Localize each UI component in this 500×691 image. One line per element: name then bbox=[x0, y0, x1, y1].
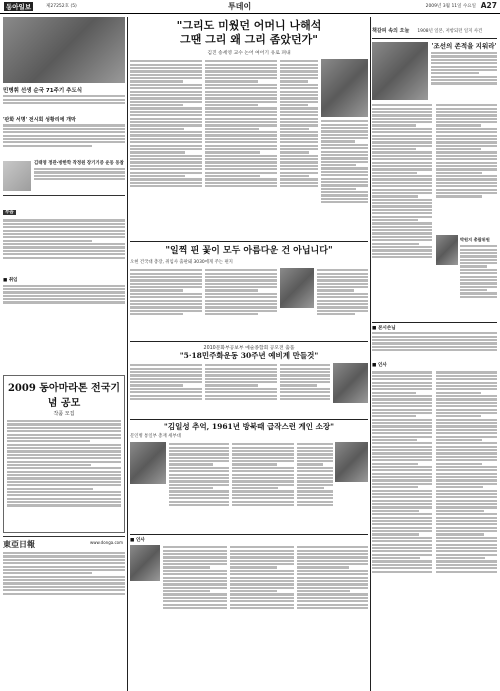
exhibition-headline: '판화 서명' 전시회 성황리에 개막 bbox=[3, 117, 76, 124]
issue-date: 2009년 3월 11일 수요일 bbox=[425, 4, 476, 9]
third-story-col2 bbox=[205, 363, 277, 415]
obituary-text-2 bbox=[3, 285, 125, 317]
second-story-col2 bbox=[205, 268, 277, 336]
divider-right bbox=[370, 17, 371, 691]
right-bottom-col2 bbox=[436, 370, 497, 650]
donation-article-text bbox=[34, 168, 125, 190]
ad-subtitle: 작품 모집 bbox=[53, 411, 75, 417]
fourth-story-col1 bbox=[169, 442, 229, 530]
unification-photo bbox=[130, 442, 166, 484]
obituary-section bbox=[3, 195, 125, 316]
president-photo bbox=[280, 268, 314, 308]
issue-number: 제27252호 (5) bbox=[46, 4, 77, 9]
section-title: 투데이 bbox=[228, 2, 252, 11]
figure-photo bbox=[335, 442, 368, 482]
newspaper-logo: 동아일보 bbox=[6, 3, 32, 11]
memorial-article-text bbox=[3, 95, 125, 113]
personnel-label: ■ 인사 bbox=[130, 538, 145, 543]
right-column bbox=[372, 17, 497, 691]
obituary-heading: ■ 취임 bbox=[3, 278, 18, 284]
third-story bbox=[130, 363, 368, 415]
third-story-col1 bbox=[130, 363, 202, 415]
masthead bbox=[0, 0, 500, 14]
third-quote: "5·18민주화운동 30주년 예비계 만들것" bbox=[179, 351, 319, 360]
right-bottom-section bbox=[372, 322, 497, 650]
obituary-text bbox=[3, 219, 125, 277]
main-story-col2 bbox=[205, 59, 277, 237]
donor-photo bbox=[3, 161, 31, 191]
personnel-section bbox=[130, 534, 368, 634]
third-story-col3 bbox=[280, 363, 330, 415]
personnel-col3 bbox=[297, 545, 368, 633]
right-bottom-columns bbox=[372, 370, 497, 650]
footer-logo: 東亞日報 bbox=[3, 539, 35, 549]
fourth-story-col2 bbox=[232, 442, 294, 530]
author-photo bbox=[321, 59, 368, 117]
fourth-quote: "김일성 추억, 1961년 방북때 급작스런 게인 소장" bbox=[130, 419, 368, 432]
main-story-col1 bbox=[130, 59, 202, 237]
right-bottom-sub: ■ 본시손님 bbox=[372, 326, 396, 331]
memorial-headline: 민병휘 선생 순국 71주기 추도식 bbox=[3, 88, 83, 94]
main-quote-line2: 그땐 그리 왜 그리 좀았던가" bbox=[180, 33, 318, 46]
columnist-name: 박원지 총괄위원 bbox=[460, 237, 490, 242]
middle-column bbox=[130, 17, 368, 691]
third-headline: 2010문화부공보부 예술종합회 공모전 출품 bbox=[130, 341, 368, 351]
right-title: '조선의 존적을 지워라' bbox=[431, 42, 497, 50]
right-header-date: 1908년 일본, 저항되던 일지 사건 bbox=[417, 29, 483, 34]
personnel-photo bbox=[130, 545, 160, 581]
history-photo bbox=[372, 42, 428, 100]
right-header-label: 책갈피 속의 오늘 bbox=[372, 28, 410, 34]
personnel-col2 bbox=[230, 545, 294, 633]
footer-ad bbox=[3, 536, 125, 626]
fourth-byline: 문인병 통일부 총재 세부대 bbox=[130, 434, 181, 439]
right-body bbox=[372, 103, 497, 318]
right-body-col3 bbox=[460, 244, 497, 318]
main-story-col3 bbox=[280, 59, 318, 237]
second-quote: "일찍 핀 꽃이 모두 아름다운 건 아닙니다" bbox=[130, 241, 368, 257]
fourth-story-col3 bbox=[297, 442, 333, 530]
ad-body bbox=[7, 420, 121, 544]
footer-text bbox=[3, 552, 125, 612]
divider-left bbox=[127, 17, 128, 691]
right-body-col2 bbox=[436, 103, 497, 233]
footer-url: www.donga.com bbox=[89, 540, 123, 545]
donation-block bbox=[3, 161, 125, 191]
second-story-col3 bbox=[317, 268, 368, 336]
contest-ad bbox=[3, 375, 125, 533]
exhibition-article-text bbox=[3, 124, 125, 158]
ad-title: 2009 동아마라톤 전국기념 공모 bbox=[7, 383, 121, 409]
second-story bbox=[130, 268, 368, 336]
second-story-col1 bbox=[130, 268, 202, 336]
right-bottom-text-1 bbox=[372, 332, 497, 360]
main-byline: 김진 송세영 교수 논어 여어기 유로 펴내 bbox=[207, 51, 291, 56]
personnel-col1 bbox=[163, 545, 227, 633]
page-number: A27 bbox=[480, 1, 497, 10]
second-byline: 오현 건국대 총장, 취임사 출판돼 3030에게 주는 편지 bbox=[130, 260, 233, 265]
right-body-col1 bbox=[372, 103, 432, 318]
right-bottom-col1 bbox=[372, 370, 432, 650]
memorial-photo bbox=[3, 17, 125, 83]
official-photo bbox=[333, 363, 368, 403]
main-quote-line1: "그리도 미웠던 어머니 나해석 bbox=[176, 19, 322, 32]
donation-headline: 김태영 정관·방한학 작정원 장기기증 운동 동참 bbox=[34, 161, 124, 167]
right-header bbox=[372, 17, 497, 39]
right-bottom-label: ■ 인사 bbox=[372, 363, 387, 369]
obituary-label: 부음 bbox=[5, 210, 14, 216]
right-intro-text bbox=[431, 52, 497, 100]
columnist-photo bbox=[436, 235, 458, 265]
right-top-story bbox=[372, 42, 497, 100]
fourth-story bbox=[130, 442, 368, 530]
main-story bbox=[130, 59, 368, 237]
main-story-col4 bbox=[321, 119, 368, 237]
